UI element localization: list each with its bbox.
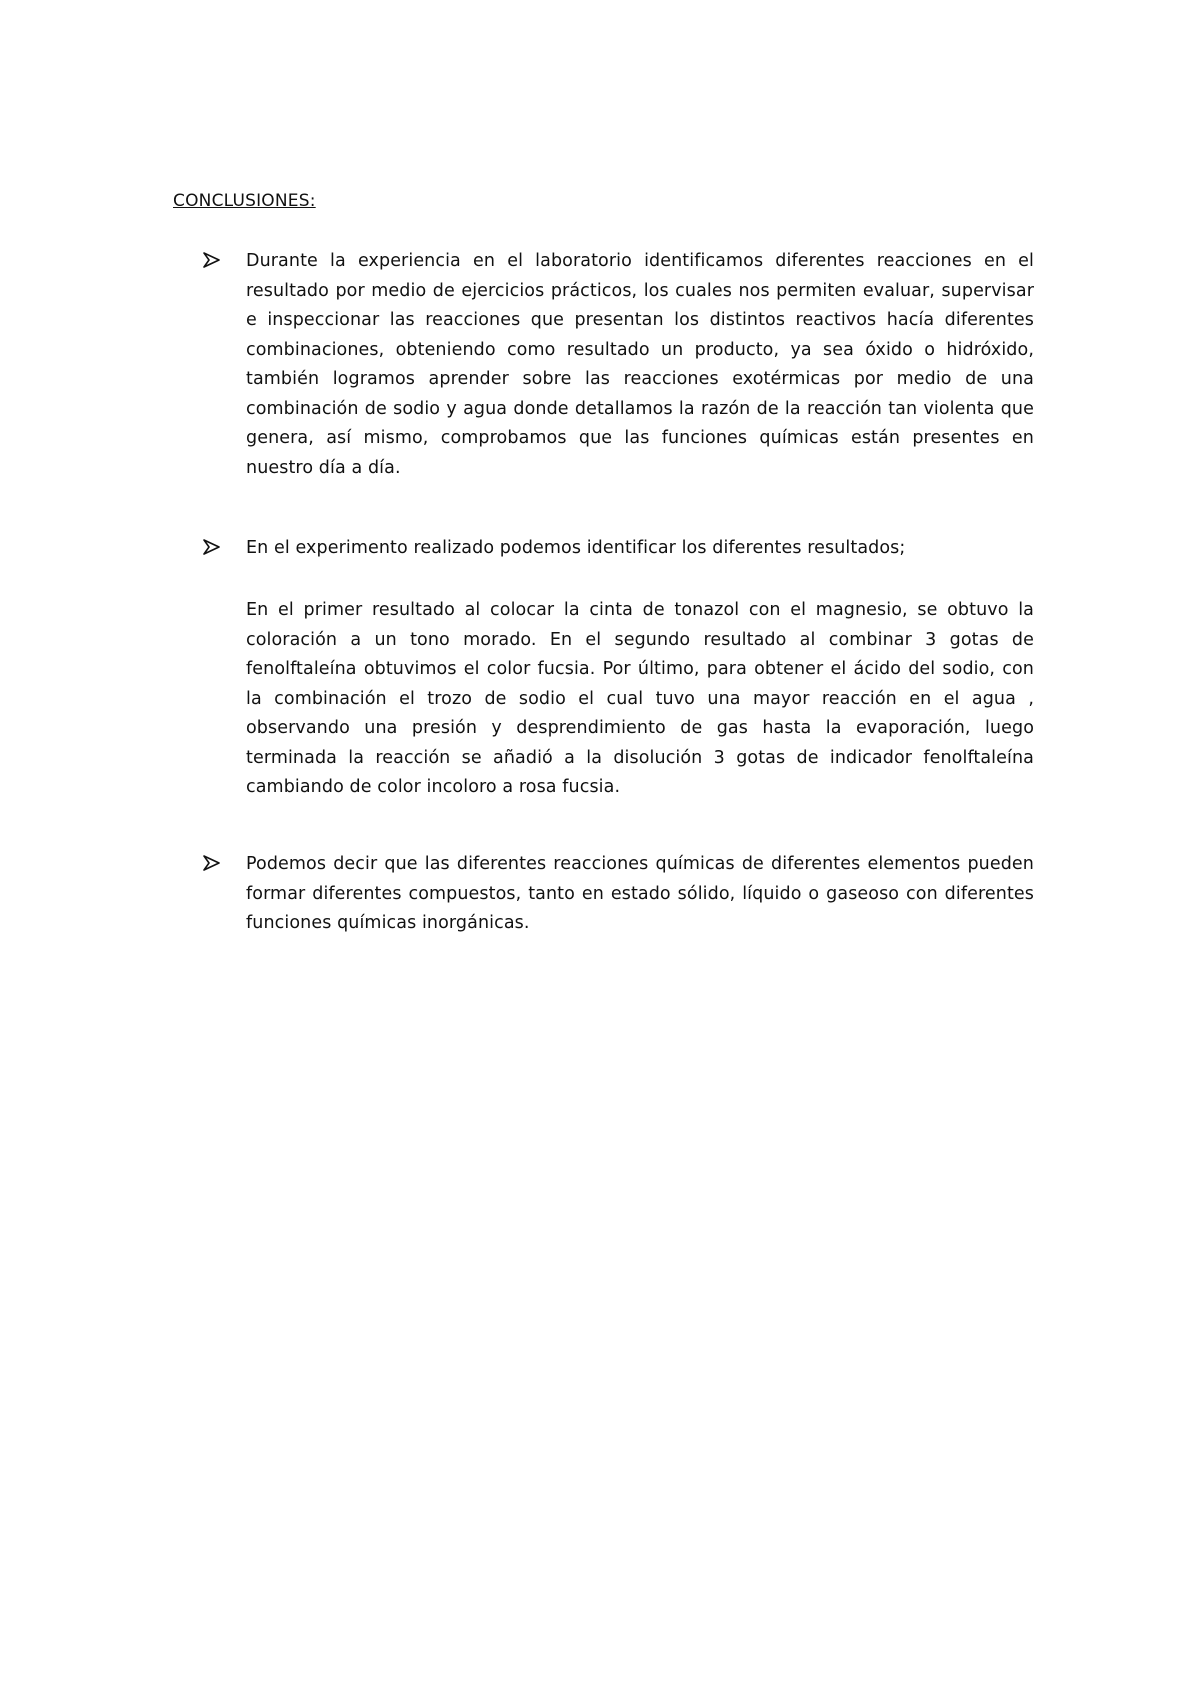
arrowhead-bullet-icon: [203, 854, 221, 872]
conclusions-heading: CONCLUSIONES:: [173, 191, 316, 211]
arrowhead-bullet-icon: [203, 251, 221, 269]
arrowhead-bullet-icon: [203, 538, 221, 556]
conclusion-paragraph-3: Podemos decir que las diferentes reacciones químicas de diferentes elementos pueden formar diferentes compuestos, tanto en estado sólido, líquido o gaseoso con diferentes funciones químicas inorgánicas.: [246, 854, 1034, 933]
conclusion-paragraph-1: Durante la experiencia en el laboratorio identificamos diferentes reacciones en el resultado por medio de ejercicios prácticos, los cuales nos permiten evaluar, supervisar e inspeccionar las reacciones que presentan los distintos reactivos hacía diferentes combinaciones, obteniendo como resultado un producto, ya sea óxido o hidróxido, también logramos aprender sobre las reacciones exotérmicas por medio de una combinación de sodio y agua donde detallamos la razón de la reacción tan violenta que genera, así mismo, comprobamos que las funciones químicas están presentes en nuestro día a día.: [246, 251, 1034, 478]
conclusion-paragraph-2: En el experimento realizado podemos identificar los diferentes resultados;: [246, 538, 906, 558]
experiment-detail-paragraph: En el primer resultado al colocar la cinta de tonazol con el magnesio, se obtuvo la coloración a un tono morado. En el segundo resultado al combinar 3 gotas de fenolftaleína obtuvimos el color fucsia. Por último, para obtener el ácido del sodio, con la combinación el trozo de sodio el cual tuvo una mayor reacción en el agua , observando una presión y desprendimiento de gas hasta la evaporación, luego terminada la reacción se añadió a la disolución 3 gotas de indicador fenolftaleína cambiando de color incoloro a rosa fucsia.: [246, 600, 1034, 797]
